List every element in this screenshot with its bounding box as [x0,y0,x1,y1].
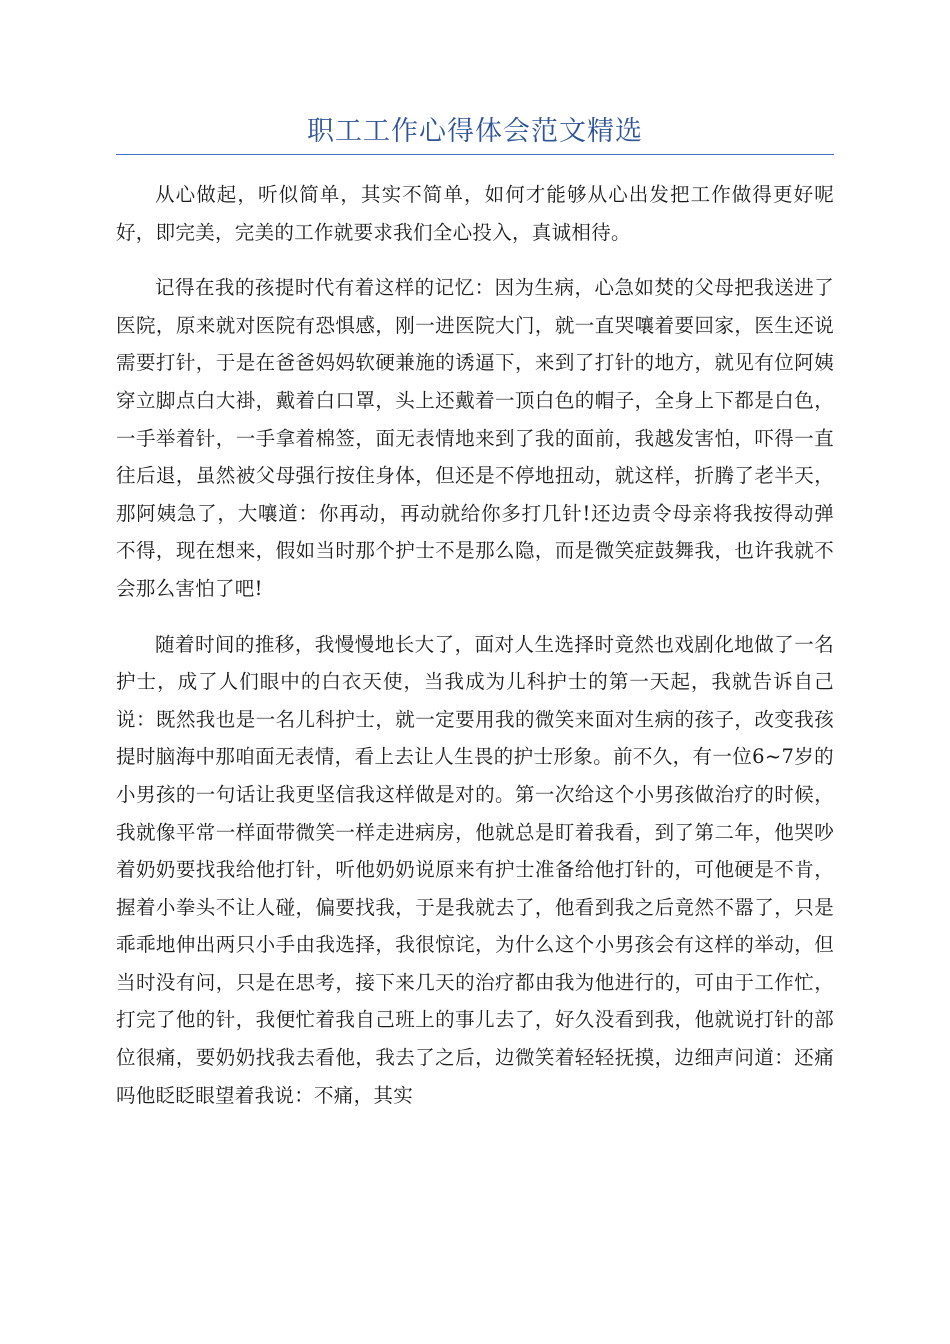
paragraph-2: 记得在我的孩提时代有着这样的记忆：因为生病，心急如焚的父母把我送进了医院，原来就对医院有恐惧感，刚一进医院大门，就一直哭嚷着要回家，医生还说需要打针，于是在爸爸妈妈软硬兼施的诱逼下，来到了打针的地方，就见有位阿姨穿立脚点白大褂，戴着白口罩，头上还戴着一顶白色的帽子，全身上下都是白色，一手举着针，一手拿着棉签，面无表情地来到了我的面前，我越发害怕，吓得一直往后退，虽然被父母强行按住身体，但还是不停地扭动，就这样，折腾了老半天，那阿姨急了，大嚷道：你再动，再动就给你多打几针!还边责令母亲将我按得动弹不得，现在想来，假如当时那个护士不是那么隐，而是微笑症鼓舞我，也许我就不会那么害怕了吧! [116,276,834,600]
title-underline [116,154,834,155]
paragraph-1: 从心做起，听似简单，其实不简单，如何才能够从心出发把工作做得更好呢好，即完美，完美的工作就要求我们全心投入，真诚相待。 [116,183,834,244]
paragraph-3: 随着时间的推移，我慢慢地长大了，面对人生选择时竟然也戏剧化地做了一名护士，成了人们眼中的白衣天使，当我成为儿科护士的第一天起，我就告诉自己说：既然我也是一名儿科护士，就一定要用我的微笑来面对生病的孩子，改变我孩提时脑海中那咱面无表情，看上去让人生畏的护士形象。前不久，有一位6~7岁的小男孩的一句话让我更坚信我这样做是对的。第一次给这个小男孩做治疗的时候，我就像平常一样面带微笑一样走进病房，他就总是盯着我看，到了第二年，他哭吵着奶奶要找我给他打针，听他奶奶说原来有护士准备给他打针的，可他硬是不肯，握着小拳头不让人碰，偏要找我，于是我就去了，他看到我之后竟然不嚣了，只是乖乖地伸出两只小手由我选择，我很惊诧，为什么这个小男孩会有这样的举动，但当时没有问，只是在思考，接下来几天的治疗都由我为他进行的，可由于工作忙，打完了他的针，我便忙着我自己班上的事儿去了，好久没看到我，他就说打针的部位很痛，要奶奶找我去看他，我去了之后，边微笑着轻轻抚摸，边细声问道：还痛吗他眨眨眼望着我说：不痛，其实 [116,632,834,1107]
document-title: 职工工作心得体会范文精选 [307,116,643,147]
document-body [116,176,834,1132]
